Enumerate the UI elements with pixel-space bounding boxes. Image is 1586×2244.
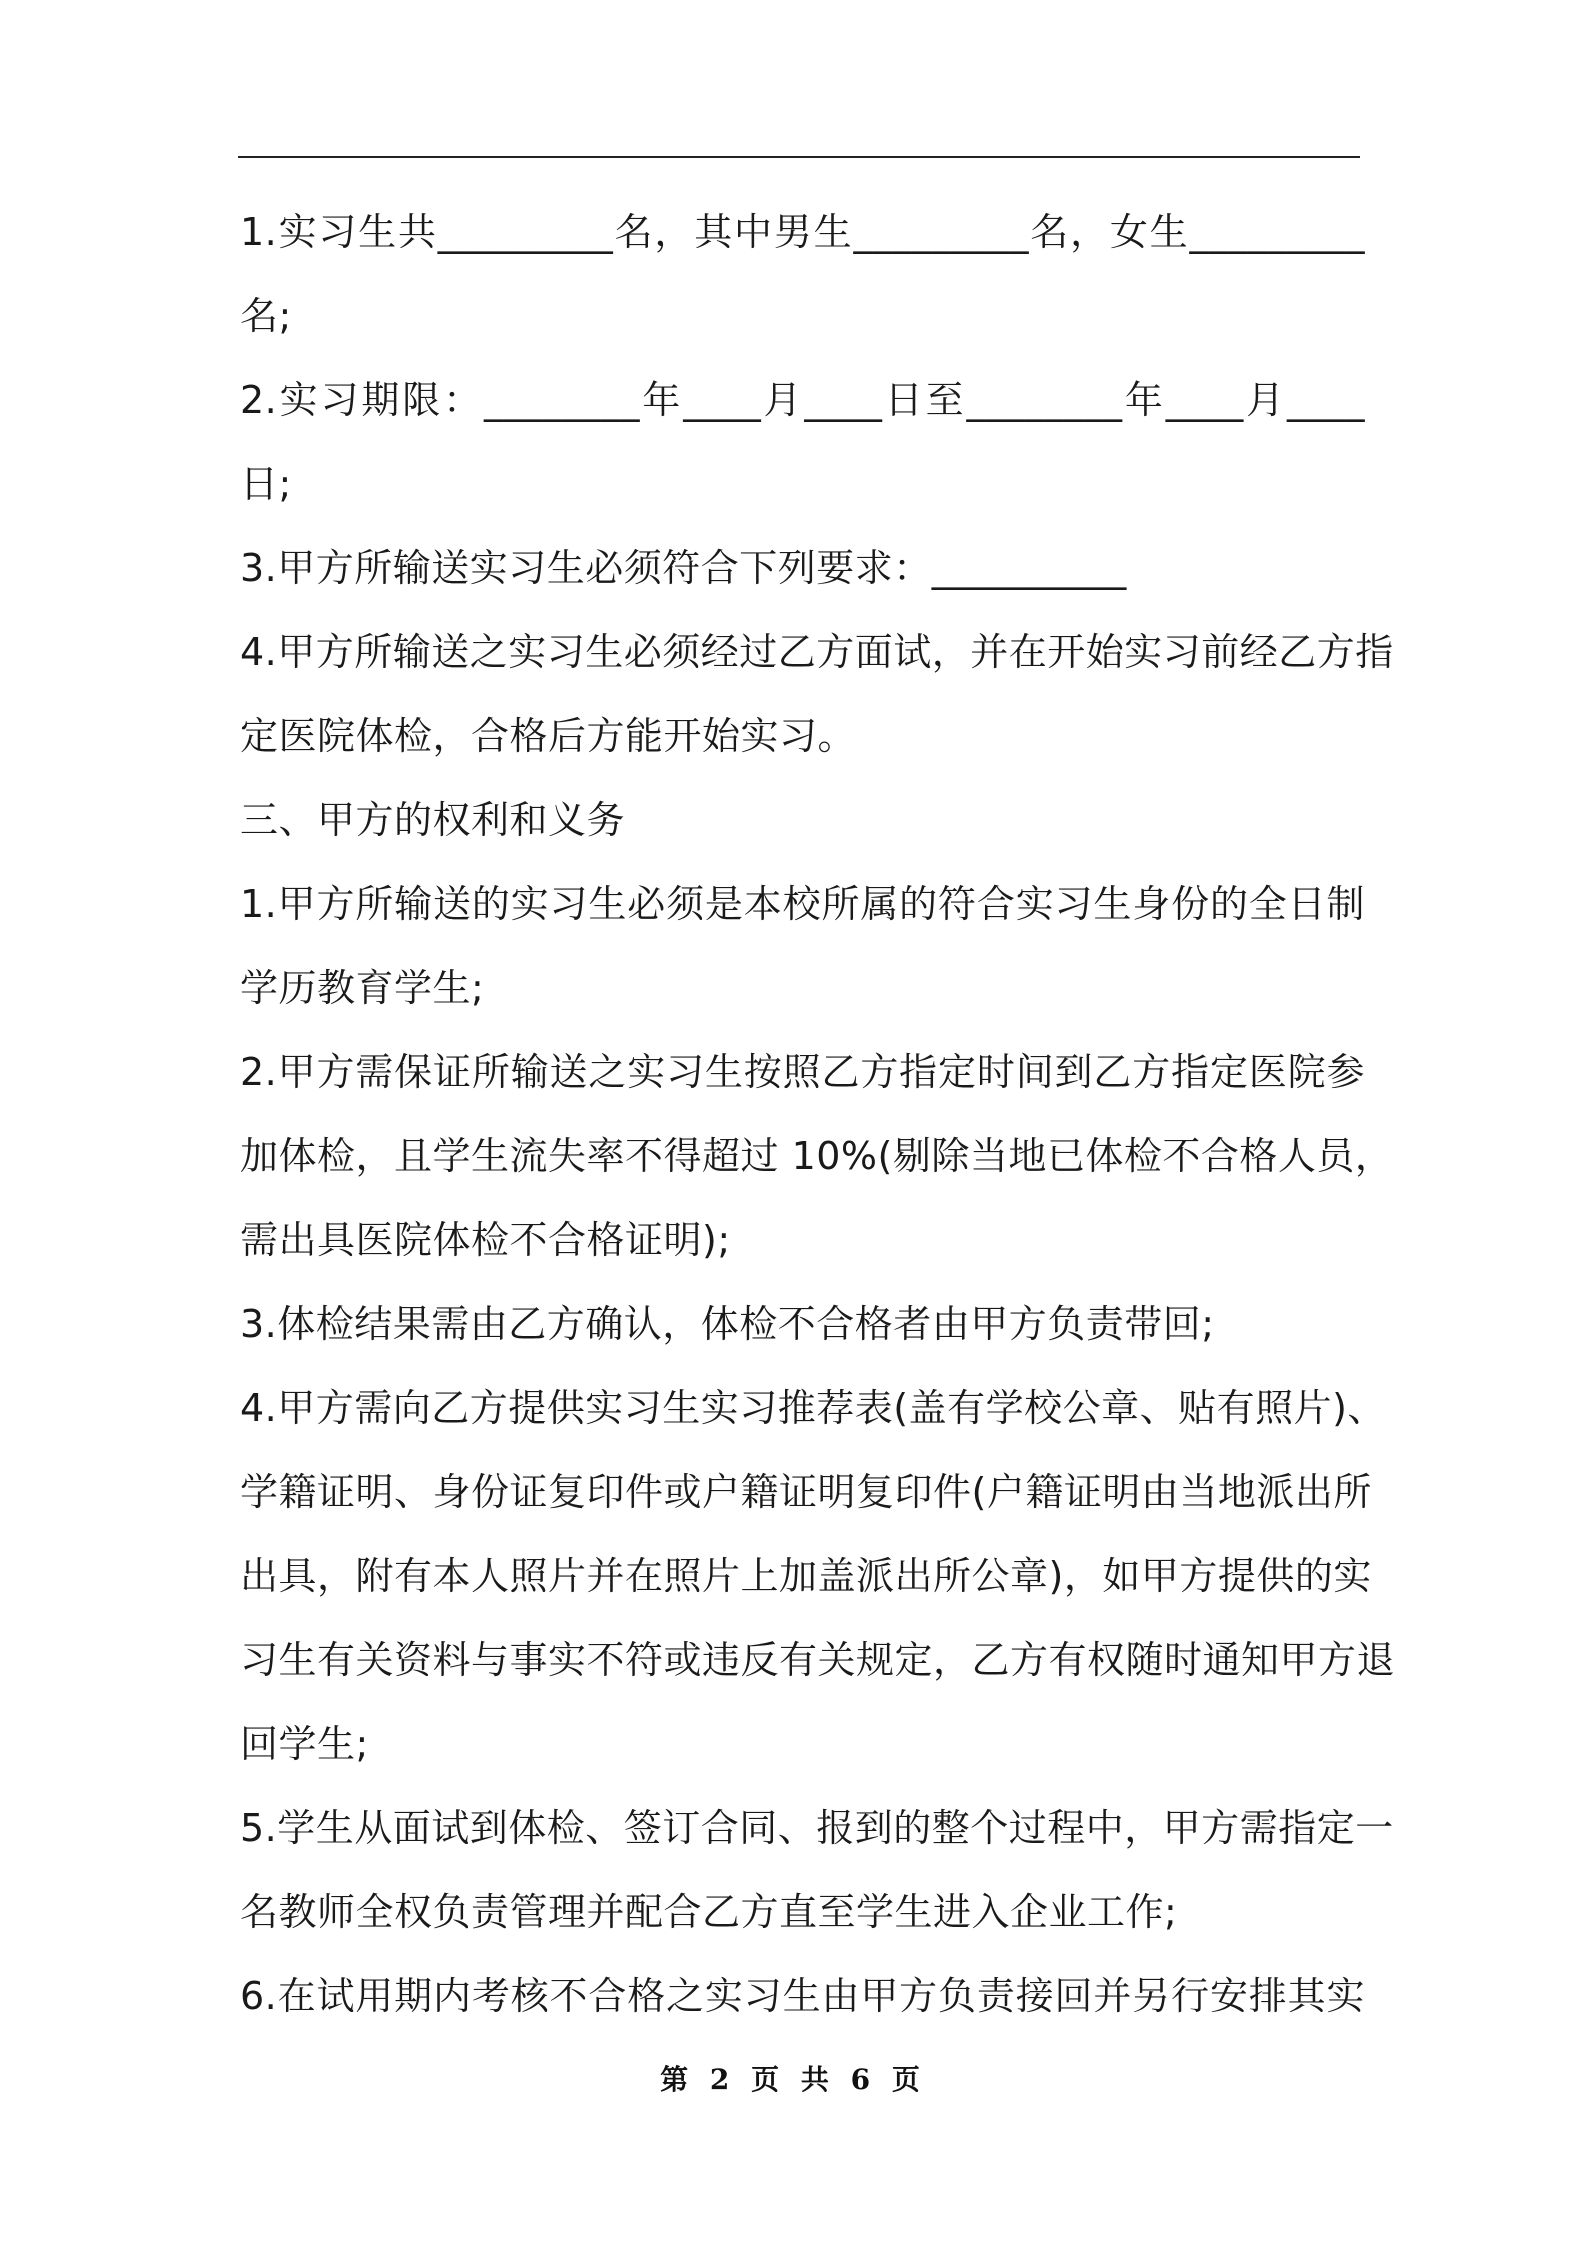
text-line: 出具，附有本人照片并在照片上加盖派出所公章)，如甲方提供的实 bbox=[240, 1554, 1372, 1598]
text-line: 学籍证明、身份证复印件或户籍证明复印件(户籍证明由当地派出所 bbox=[240, 1470, 1372, 1514]
text-line: 名; bbox=[240, 294, 292, 338]
text-line: 4.甲方需向乙方提供实习生实习推荐表(盖有学校公章、贴有照片)、 bbox=[240, 1386, 1386, 1430]
header-rule bbox=[238, 156, 1360, 158]
text-line: 1.实习生共_________名，其中男生_________名，女生_________ bbox=[240, 210, 1365, 254]
text-line: 需出具医院体检不合格证明); bbox=[240, 1218, 731, 1262]
document-body bbox=[240, 190, 1396, 2038]
text-line: 1.甲方所输送的实习生必须是本校所属的符合实习生身份的全日制 bbox=[240, 882, 1365, 926]
text-line: 2.甲方需保证所输送之实习生按照乙方指定时间到乙方指定医院参 bbox=[240, 1050, 1365, 1094]
text-line: 回学生; bbox=[240, 1722, 369, 1766]
text-line: 6.在试用期内考核不合格之实习生由甲方负责接回并另行安排其实 bbox=[240, 1974, 1365, 2018]
text-line: 3.体检结果需由乙方确认，体检不合格者由甲方负责带回; bbox=[240, 1302, 1215, 1346]
text-line: 定医院体检，合格后方能开始实习。 bbox=[240, 714, 857, 758]
text-line: 学历教育学生; bbox=[240, 966, 485, 1010]
text-line: 4.甲方所输送之实习生必须经过乙方面试，并在开始实习前经乙方指 bbox=[240, 630, 1394, 674]
section-heading: 三、甲方的权利和义务 bbox=[240, 798, 626, 842]
page-number: 第 2 页 共 6 页 bbox=[660, 2063, 926, 2096]
text-line: 5.学生从面试到体检、签订合同、报到的整个过程中，甲方需指定一 bbox=[240, 1806, 1394, 1850]
text-line: 习生有关资料与事实不符或违反有关规定，乙方有权随时通知甲方退 bbox=[240, 1638, 1396, 1682]
text-line: 2.实习期限：________年____月____日至________年____月____ bbox=[240, 378, 1365, 422]
text-line: 3.甲方所输送实习生必须符合下列要求：__________ bbox=[240, 546, 1127, 590]
text-line: 名教师全权负责管理并配合乙方直至学生进入企业工作; bbox=[240, 1890, 1178, 1934]
text-line: 加体检，且学生流失率不得超过 10%(剔除当地已体检不合格人员， bbox=[240, 1134, 1394, 1178]
text-line: 日; bbox=[240, 462, 292, 506]
